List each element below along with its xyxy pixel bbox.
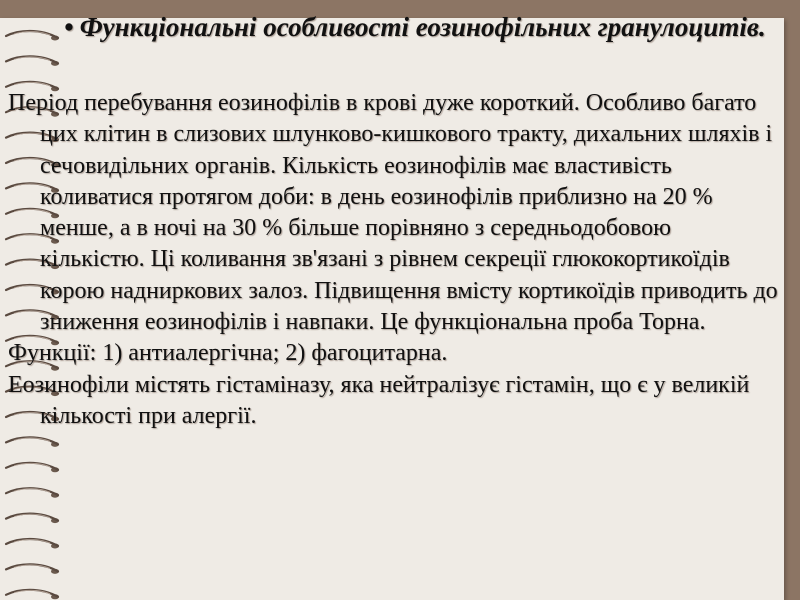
paragraph-functions: Функції: 1) антиалергічна; 2) фагоцитарна. <box>8 340 448 367</box>
title-bullet: • <box>64 12 74 42</box>
spiral-loop-icon <box>6 488 59 498</box>
spiral-loop-icon <box>6 437 59 447</box>
spiral-loop-icon <box>6 590 59 600</box>
spiral-loop-icon <box>6 564 59 574</box>
title-text: Функціональні особливості еозинофільних гранулоцитів. <box>79 12 766 42</box>
spiral-loop-icon <box>6 514 59 524</box>
spiral-loop-icon <box>6 463 59 473</box>
slide-title <box>50 8 780 46</box>
spiral-loop-icon <box>6 539 59 549</box>
slide-body <box>8 88 778 432</box>
spiral-loop-icon <box>6 56 59 66</box>
paragraph-eosinophil-period: Період перебування еозинофілів в крові дуже короткий. Особливо багато цих клітин в слизових шлунково-кишкового тракту, дихальних шляхів і сечовидільних органів. Кількість еозинофілів має властивість коливатися протягом доби: в день еозинофілів приблизно на 20 % менше, а в ночі на 30 % більше порівняно з середньодобовою кількістю. Ці коливання зв'язані з рівнем секреції глюкокортикоїдів корою надниркових залоз. Підвищення вмісту кортикоїдів приводить до зниження еозинофілів і навпаки. Це функціональна проба Торна. <box>8 90 778 336</box>
paragraph-histaminase: Еозинофіли містять гістаміназу, яка нейтралізує гістамін, що є у великій кількості при алергії. <box>8 371 750 429</box>
